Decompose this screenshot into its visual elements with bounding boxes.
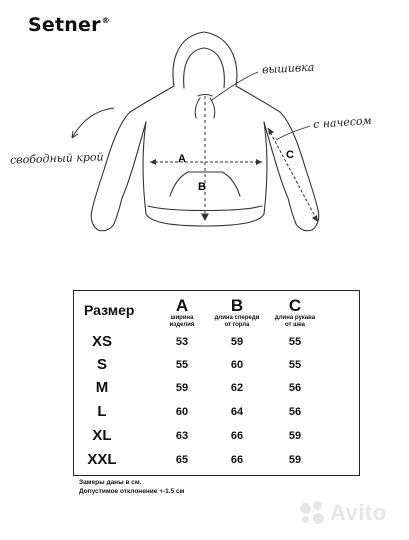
drawstring-right [210,98,215,118]
column-b-header: B длина спереди от горла [214,296,260,328]
fit-arrow [72,108,114,138]
avito-watermark [300,500,387,526]
column-c-header: C длина рукава от шва [274,296,316,328]
tolerance-note: Допустимое отклонение +-1.5 см [79,488,185,495]
table-row: L 60 64 56 [97,403,302,420]
avito-dots-icon [300,501,326,525]
table-row: S 55 60 55 [96,356,302,373]
left-cuff [91,198,122,231]
fleece-label: с начесом [312,113,373,132]
hood-outline [173,32,237,86]
torso-left [143,122,146,214]
size-table [73,290,360,476]
table-row: XL 63 66 59 [92,427,302,444]
dimension-c-label: C [286,149,294,161]
torso-right [264,122,267,214]
size-header: Размер [84,302,135,318]
dimension-b-label: B [198,181,206,193]
measurement-note: Замеры даны в см. [79,479,142,486]
dimension-a-label: A [178,153,186,165]
table-row: M 59 62 56 [95,379,302,396]
table-row: XXL 65 66 59 [87,451,302,468]
column-a-header: A ширина изделия [169,296,195,328]
avito-word: Avito [330,500,387,525]
embroidery-label: вышивка [261,60,315,77]
registered-mark: ® [101,16,110,25]
fit-label: свободный крой [9,150,104,167]
table-row: XS 53 59 55 [91,333,302,350]
brand-name: Setner [28,14,101,36]
hood-inner [184,48,225,88]
drawstring-left [195,98,200,118]
